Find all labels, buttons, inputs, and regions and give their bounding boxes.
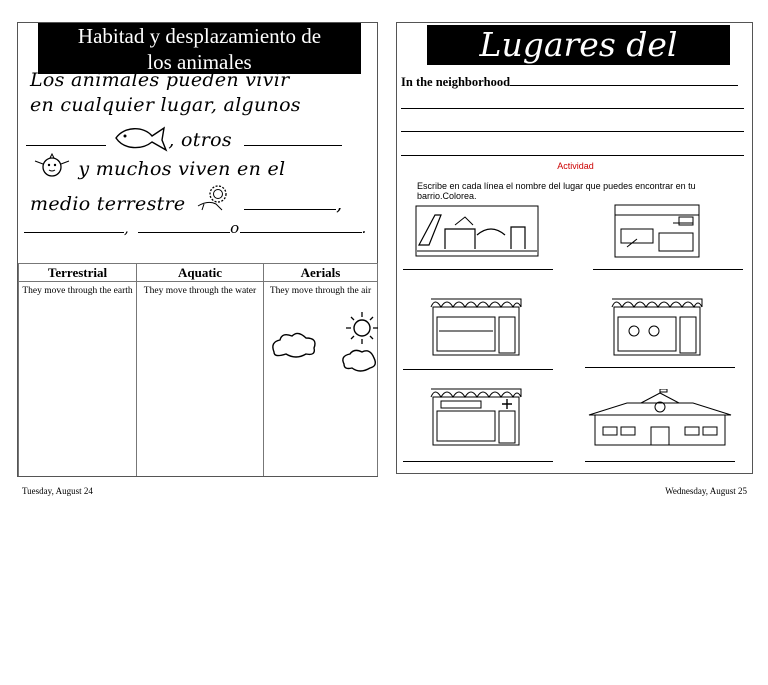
- table-header-row: [19, 264, 378, 282]
- neighborhood-label: In the neighborhood: [401, 75, 511, 89]
- answer-line: [585, 461, 735, 462]
- answer-blank: [26, 135, 106, 146]
- cell-terrestrial-text: They move through the earth: [22, 286, 133, 296]
- right-worksheet: [396, 22, 753, 474]
- writing-line: [401, 108, 744, 109]
- conj-o: o: [230, 219, 240, 237]
- period: .: [361, 219, 367, 237]
- writing-line: [401, 155, 744, 156]
- activity-label: Actividad: [557, 161, 594, 171]
- fish-icon: [112, 124, 168, 152]
- text-line-4-row: [32, 153, 285, 180]
- answer-blank: [240, 222, 362, 233]
- left-title-line2: los animales: [147, 50, 252, 74]
- bird-icon: [32, 153, 72, 179]
- left-date: Tuesday, August 24: [22, 486, 93, 496]
- supermarket-picture: [613, 203, 701, 259]
- answer-blank: [24, 222, 124, 233]
- header-terrestrial: Terrestrial: [19, 264, 137, 282]
- right-date: Wednesday, August 25: [665, 486, 747, 496]
- answer-line: [585, 367, 735, 368]
- right-title-banner: Lugares del Barrio: [427, 25, 730, 65]
- text-line-4: y muchos viven en el: [78, 158, 286, 180]
- answer-line: [403, 269, 553, 270]
- answer-blank: [244, 135, 342, 146]
- comma: ,: [336, 193, 343, 215]
- header-aquatic: Aquatic: [137, 264, 264, 282]
- answer-blank: [244, 199, 336, 210]
- cell-aquatic-text: They move through the water: [143, 286, 257, 296]
- store-picture-2: [610, 295, 704, 357]
- neighborhood-prompt: [401, 75, 738, 90]
- activity-instruction: Escribe en cada línea el nombre del lugar que puedes encontrar en tu barrio.Colorea.: [417, 181, 696, 201]
- cell-aquatic: [137, 282, 264, 477]
- text-line-6: [24, 219, 367, 237]
- school-picture: [587, 389, 733, 447]
- comma: ,: [124, 219, 130, 237]
- answer-blank: [138, 222, 230, 233]
- store-picture-1: [429, 295, 523, 357]
- cell-aerials: [264, 282, 378, 477]
- answer-line: [403, 369, 553, 370]
- answer-line: [593, 269, 743, 270]
- text-line-2: en cualquier lugar, algunos: [30, 94, 301, 116]
- text-line-3: [26, 124, 342, 152]
- text-line-5: medio terrestre: [30, 193, 186, 215]
- pharmacy-picture: [429, 385, 523, 447]
- left-title-line1: Habitad y desplazamiento de: [77, 24, 322, 48]
- header-aerials: Aerials: [264, 264, 378, 282]
- habitat-table: [18, 263, 378, 476]
- text-line-5-row: [30, 184, 343, 215]
- left-title-banner: [38, 23, 361, 74]
- writing-line: [401, 131, 744, 132]
- text-otros: , otros: [168, 129, 232, 151]
- cell-terrestrial: [19, 282, 137, 477]
- left-worksheet: [17, 22, 378, 477]
- answer-line: [403, 461, 553, 462]
- cell-aerials-text: They move through the air: [269, 286, 372, 296]
- park-picture: [415, 205, 539, 257]
- sky-clipart-icon: [266, 308, 378, 378]
- text-line-1: Los animales pueden vivir: [30, 69, 290, 91]
- lion-icon: [192, 184, 232, 212]
- answer-blank: [510, 75, 738, 86]
- table-row: [19, 282, 378, 477]
